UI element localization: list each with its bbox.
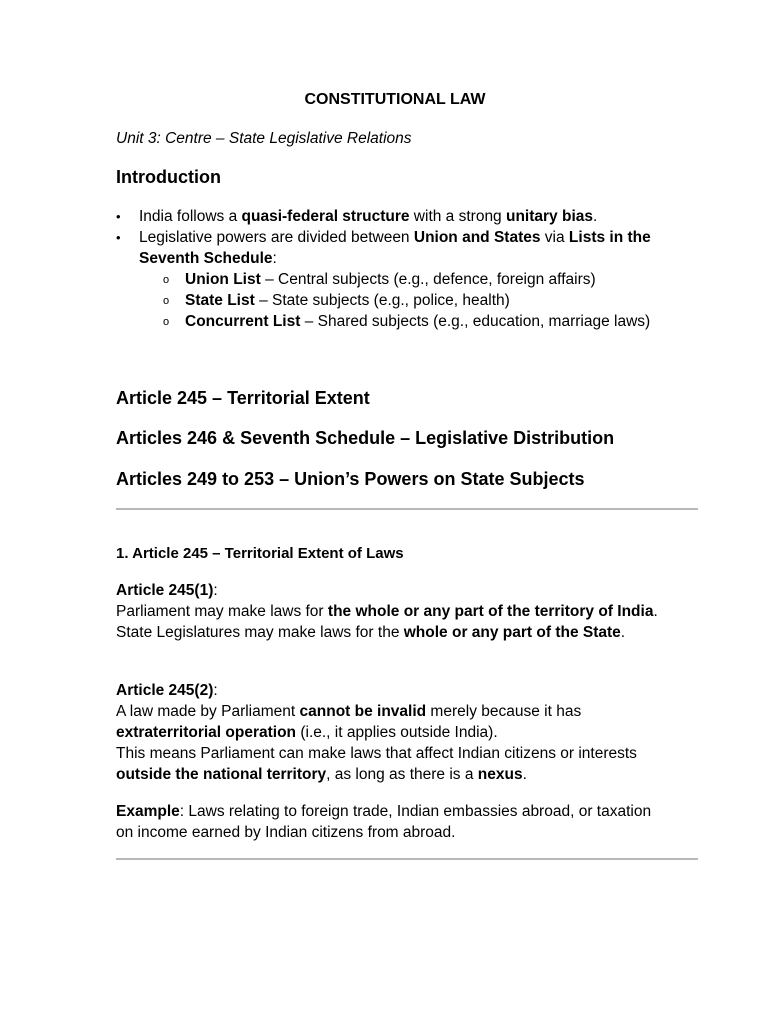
list-name: State List	[185, 292, 255, 309]
text: This means Parliament can make laws that affect Indian citizens or interests	[116, 745, 637, 762]
list-description: – Shared subjects (e.g., education, marriage laws)	[300, 313, 651, 330]
text: :	[213, 682, 218, 699]
text: :	[213, 582, 218, 599]
bold-text: extraterritorial operation	[116, 724, 297, 741]
example-text: : Laws relating to foreign trade, Indian embassies abroad, or taxation on income earned by Indian citizens from abroad.	[116, 803, 652, 841]
text: A law made by Parliament	[116, 703, 300, 720]
list-description: – Central subjects (e.g., defence, foreign affairs)	[260, 271, 596, 288]
text: with a strong	[409, 208, 506, 225]
section-heading: 1. Article 245 – Territorial Extent of Laws	[116, 545, 404, 562]
article-label: Article 245(1)	[116, 582, 214, 599]
bold-text: outside the national territory	[116, 766, 327, 783]
sublist-item-union	[139, 269, 686, 290]
list-name: Concurrent List	[185, 313, 301, 330]
list-name: Union List	[185, 271, 261, 288]
bullet-legislative-powers	[116, 227, 686, 332]
heading-articles-249-253: Articles 249 to 253 – Union’s Powers on State Subjects	[116, 469, 585, 489]
text: Legislative powers are divided between	[139, 229, 414, 246]
bold-text: quasi-federal structure	[241, 208, 410, 225]
bullet-quasi-federal	[116, 206, 686, 227]
document-title: CONSTITUTIONAL LAW	[304, 91, 486, 108]
example-paragraph	[116, 801, 656, 843]
bold-text: Union and States	[413, 229, 541, 246]
horizontal-divider	[116, 508, 698, 510]
bold-text: unitary bias	[506, 208, 593, 225]
text: .	[653, 603, 658, 620]
text: :	[272, 250, 277, 267]
introduction-list	[116, 206, 686, 332]
text: .	[593, 208, 598, 225]
sublist-item-state	[139, 290, 686, 311]
bold-text: whole or any part of the State	[403, 624, 621, 641]
list-description: – State subjects (e.g., police, health)	[254, 292, 510, 309]
text: .	[522, 766, 527, 783]
heading-article-245: Article 245 – Territorial Extent	[116, 388, 370, 408]
article-label: Article 245(2)	[116, 682, 214, 699]
text: via	[540, 229, 569, 246]
lists-sublist	[139, 269, 686, 332]
bold-text: cannot be invalid	[299, 703, 427, 720]
horizontal-divider	[116, 858, 698, 860]
example-label: Example	[116, 803, 180, 820]
introduction-heading: Introduction	[116, 167, 221, 187]
unit-subtitle: Unit 3: Centre – State Legislative Relations	[116, 130, 412, 147]
bold-text: Lists in the Seventh Schedule	[139, 229, 651, 267]
bold-text: the whole or any part of the territory of India	[327, 603, 654, 620]
text: merely because it has	[426, 703, 582, 720]
sublist-item-concurrent	[139, 311, 686, 332]
text: Parliament may make laws for	[116, 603, 328, 620]
text: (i.e., it applies outside India).	[296, 724, 498, 741]
heading-article-246: Articles 246 & Seventh Schedule – Legislative Distribution	[116, 428, 615, 448]
text: , as long as there is a	[326, 766, 478, 783]
bold-text: nexus	[477, 766, 523, 783]
article-245-2-paragraph	[116, 680, 676, 785]
text: State Legislatures may make laws for the	[116, 624, 404, 641]
text: .	[620, 624, 626, 641]
text: India follows a	[139, 208, 242, 225]
article-245-1-paragraph	[116, 580, 676, 643]
